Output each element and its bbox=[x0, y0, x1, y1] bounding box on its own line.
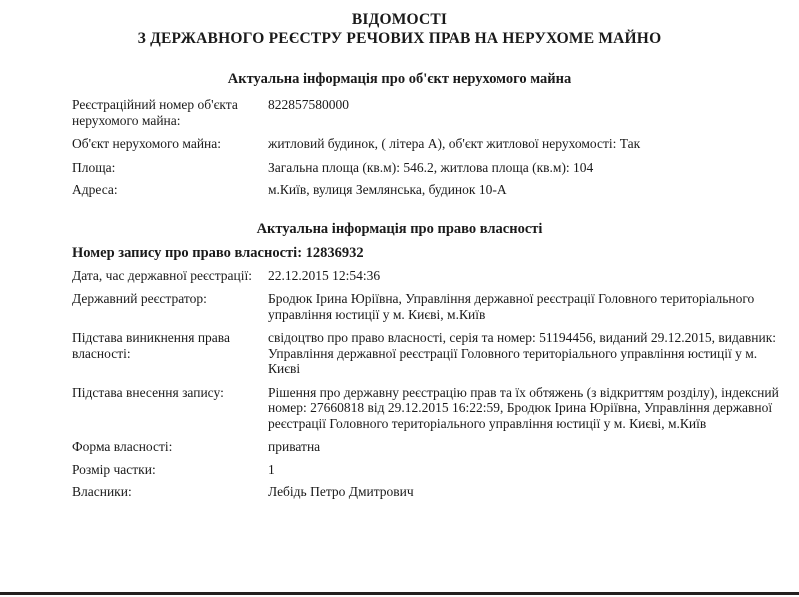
field-value-area: Загальна площа (кв.м): 546.2, житлова площа (кв.м): 104 bbox=[268, 159, 594, 175]
field-row-address bbox=[72, 182, 779, 198]
field-label-registration-number: Реєстраційний номер об'єкта нерухомого майна: bbox=[72, 97, 238, 128]
field-value-state-registrar: Бродюк Ірина Юріївна, Управління державної реєстрації Головного територіального управління юстиції у м. Києві, м.Київ bbox=[268, 291, 755, 322]
field-label-share-size: Розмір частки: bbox=[72, 461, 156, 477]
field-label-registration-datetime: Дата, час державної реєстрації: bbox=[72, 267, 253, 283]
property-field-list bbox=[0, 97, 799, 198]
page-bottom-rule bbox=[0, 592, 799, 595]
field-value-owners: Лебідь Петро Дмитрович bbox=[268, 484, 414, 499]
field-value-record-basis: Рішення про державну реєстрацію прав та їх обтяжень (з відкриттям розділу), індексний номер: 27660818 від 29.12.2015 16:22:59, Бродюк Ірина Юріївна, Управління державної реєстрації Головного територіального управління юстиції у м. Києві, м.Київ bbox=[268, 384, 779, 431]
field-row-share-size bbox=[72, 462, 779, 478]
section-heading-ownership: Актуальна інформація про право власності bbox=[256, 220, 543, 237]
field-label-ownership-basis: Підстава виникнення права власності: bbox=[72, 330, 230, 361]
field-label-area: Площа: bbox=[72, 159, 116, 175]
field-value-address: м.Київ, вулиця Землянська, будинок 10-А bbox=[268, 182, 507, 197]
field-label-ownership-form: Форма власності: bbox=[72, 439, 173, 454]
document-title-line-1: ВІДОМОСТІ bbox=[351, 11, 448, 28]
section-heading-property: Актуальна інформація про об'єкт нерухомого майна bbox=[227, 71, 572, 87]
field-label-address: Адреса: bbox=[72, 182, 118, 197]
field-value-share-size: 1 bbox=[268, 461, 275, 477]
field-row-ownership-form bbox=[72, 439, 779, 455]
field-label-owners: Власники: bbox=[72, 484, 132, 499]
field-value-ownership-basis: свідоцтво про право власності, серія та номер: 51194456, виданий 29.12.2015, видавник: Управління державної реєстрації Головного територіального управління юстиції у м. Києві bbox=[268, 330, 777, 376]
document-title bbox=[0, 0, 799, 48]
field-row-registration-datetime bbox=[72, 268, 779, 284]
ownership-field-list bbox=[0, 268, 799, 500]
field-label-record-basis: Підстава внесення запису: bbox=[72, 384, 224, 400]
field-row-state-registrar bbox=[72, 291, 779, 322]
ownership-record-number: Номер запису про право власності: 12836932 bbox=[72, 244, 364, 261]
field-row-record-basis bbox=[72, 385, 779, 432]
field-value-registration-datetime: 22.12.2015 12:54:36 bbox=[268, 267, 381, 283]
field-row-area bbox=[72, 160, 779, 176]
field-value-property-object: житловий будинок, ( літера А), об'єкт житлової нерухомості: Так bbox=[268, 136, 641, 151]
field-value-registration-number: 822857580000 bbox=[268, 97, 349, 112]
field-label-property-object: Об'єкт нерухомого майна: bbox=[72, 136, 222, 151]
field-value-ownership-form: приватна bbox=[268, 439, 321, 454]
field-row-owners bbox=[72, 484, 779, 500]
field-row-registration-number bbox=[72, 97, 779, 128]
field-row-ownership-basis bbox=[72, 330, 779, 377]
field-label-state-registrar: Державний реєстратор: bbox=[72, 291, 207, 306]
document-title-line-2: З ДЕРЖАВНОГО РЕЄСТРУ РЕЧОВИХ ПРАВ НА НЕРУХОМЕ МАЙНО bbox=[137, 30, 662, 47]
field-row-property-object bbox=[72, 136, 779, 152]
